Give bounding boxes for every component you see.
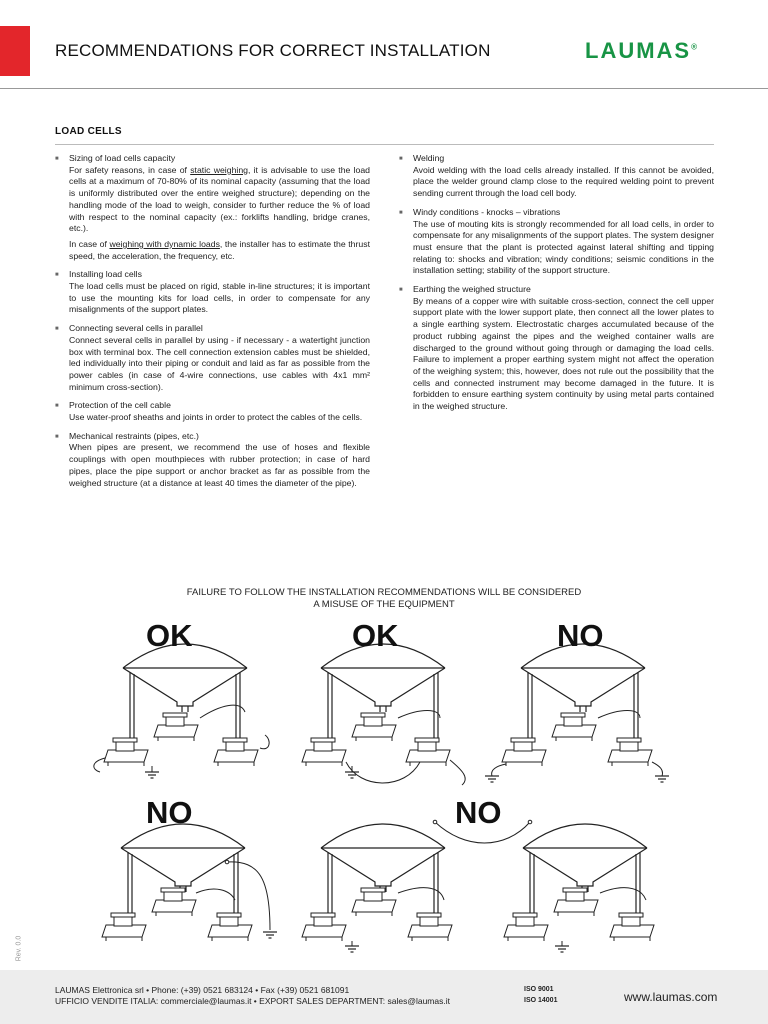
verdict-label: NO <box>146 795 193 830</box>
item-body: Connect several cells in parallel by using - if necessary - a watertight junction box with terminal box. The cell connection extension cables must be shielded, led individually into their piping or conduit and laid as far as possible from the power cables (in case of 4-wire connections, use cables with 4x1 mm² minimum cross-section). <box>69 334 370 392</box>
website-link[interactable]: www.laumas.com <box>624 990 718 1004</box>
page-title: RECOMMENDATIONS FOR CORRECT INSTALLATION <box>55 41 491 60</box>
item-heading: Windy conditions - knocks – vibrations <box>413 206 561 217</box>
diagram-ok-2 <box>302 644 465 785</box>
bullet-icon: ■ <box>399 209 403 216</box>
item-body: The load cells must be placed on rigid, stable in-line structures; it is important to use the mounting kits for load cells, in order to compensate for any misalignments of the support plates. <box>69 281 370 315</box>
warning-line-1: FAILURE TO FOLLOW THE INSTALLATION RECOMMENDATIONS WILL BE CONSIDERED <box>186 587 582 598</box>
warning-line-2: A MISUSE OF THE EQUIPMENT <box>313 599 455 610</box>
footer-contact: LAUMAS Elettronica srl • Phone: (+39) 0521 683124 • Fax (+39) 0521 681091 <box>55 985 350 995</box>
item-body: By means of a copper wire with suitable cross-section, connect the cell upper support plate with the lower support plate, then connect all the lower plates to a single earthing system. Electrostatic charges accumulated because of the product rubbing against the pipes and the weighed container walls are discharged to the ground without going through or damaging the load cells. Failure to implement a proper earthing system might not affect the operation of the weighing system; this, however, does not rule out the possibility that the cells and connected instrument may become damaged in the future. It is forbidden to ensure earthing system continuity by using metal parts contained in the weighed structure. <box>413 295 714 412</box>
iso-9001-label: ISO 9001 <box>524 986 554 993</box>
verdict-label: NO <box>455 795 502 830</box>
verdict-label: OK <box>146 618 193 653</box>
item-body: Avoid welding with the load cells already installed. If this cannot be avoided, place the welder ground clamp close to the required welding point to prevent sending current through the load cell body. <box>413 164 714 199</box>
item-heading: Earthing the weighed structure <box>413 284 531 295</box>
item-heading: Protection of the cell cable <box>69 400 171 411</box>
diagram-no-2 <box>102 824 277 941</box>
footer-emails: UFFICIO VENDITE ITALIA: commerciale@laumas.it • EXPORT SALES DEPARTMENT: sales@laumas.it <box>55 996 450 1006</box>
verdict-label: OK <box>352 618 399 653</box>
section-title: LOAD CELLS <box>55 126 122 137</box>
iso-14001-label: ISO 14001 <box>524 997 558 1004</box>
logo-text: LAUMAS <box>585 38 692 63</box>
bullet-icon: ■ <box>399 156 403 162</box>
item-heading: Installing load cells <box>69 269 142 280</box>
bullet-icon: ■ <box>55 272 59 279</box>
body-text: In case of <box>69 238 110 249</box>
item-heading: Welding <box>413 153 445 163</box>
bullet-icon: ■ <box>55 433 59 440</box>
diagram-ok-1 <box>94 644 269 778</box>
bullet-icon: ■ <box>55 156 59 162</box>
item-body: Use water-proof sheaths and joints in order to protect the cables of the cells. <box>69 412 363 423</box>
item-heading: Sizing of load cells capacity <box>69 153 176 163</box>
dynamic-loads-link[interactable]: weighing with dynamic loads <box>109 238 220 249</box>
item-heading: Mechanical restraints (pipes, etc.) <box>69 430 199 441</box>
item-heading: Connecting several cells in parallel <box>69 323 203 334</box>
body-text: , the installer has to estimate the thrust speed, the acceleration, the frequency, etc. <box>69 238 370 261</box>
diagram-no-3 <box>302 820 654 952</box>
diagram-no-1 <box>485 644 669 782</box>
bullet-icon: ■ <box>55 326 59 333</box>
bullet-icon: ■ <box>55 403 59 410</box>
body-text: , it is advisable to use the load cells at a maximum of 70-80% of its nominal capacity (assuming that the load is uniformly distributed over the entire weighed structure); depending on the handling mode of the load to weigh, consider to further reduce the % of load with respect to the nominal capacity (ex.: forklifts handling, bridge cranes, etc.). <box>69 164 371 234</box>
bullet-icon: ■ <box>399 287 403 294</box>
registered-mark: ® <box>691 42 698 52</box>
item-body: The use of mouting kits is strongly recommended for all load cells, in order to compensate for any misalignments of the support plates. The system designer must ensure that the plant is protected against lateral shifting and tipping relating to: shocks and vibration; windy conditions; seismic conditions in the installation setting; stability of the support structure. <box>413 218 714 276</box>
body-text: For safety reasons, in case of <box>69 164 191 175</box>
verdict-label: NO <box>557 618 604 653</box>
static-weighing-link[interactable]: static weighing <box>190 164 248 175</box>
item-body: When pipes are present, we recommend the use of hoses and flexible couplings with open mouthpieces with rubber protection; in case of hard pipes, place the pipe support or anchor bracket as far as possible from the weighed structure (at a distance at least 40 times the diameter of the pipe). <box>69 442 370 488</box>
revision-label: Rev. 0.0 <box>15 935 23 962</box>
